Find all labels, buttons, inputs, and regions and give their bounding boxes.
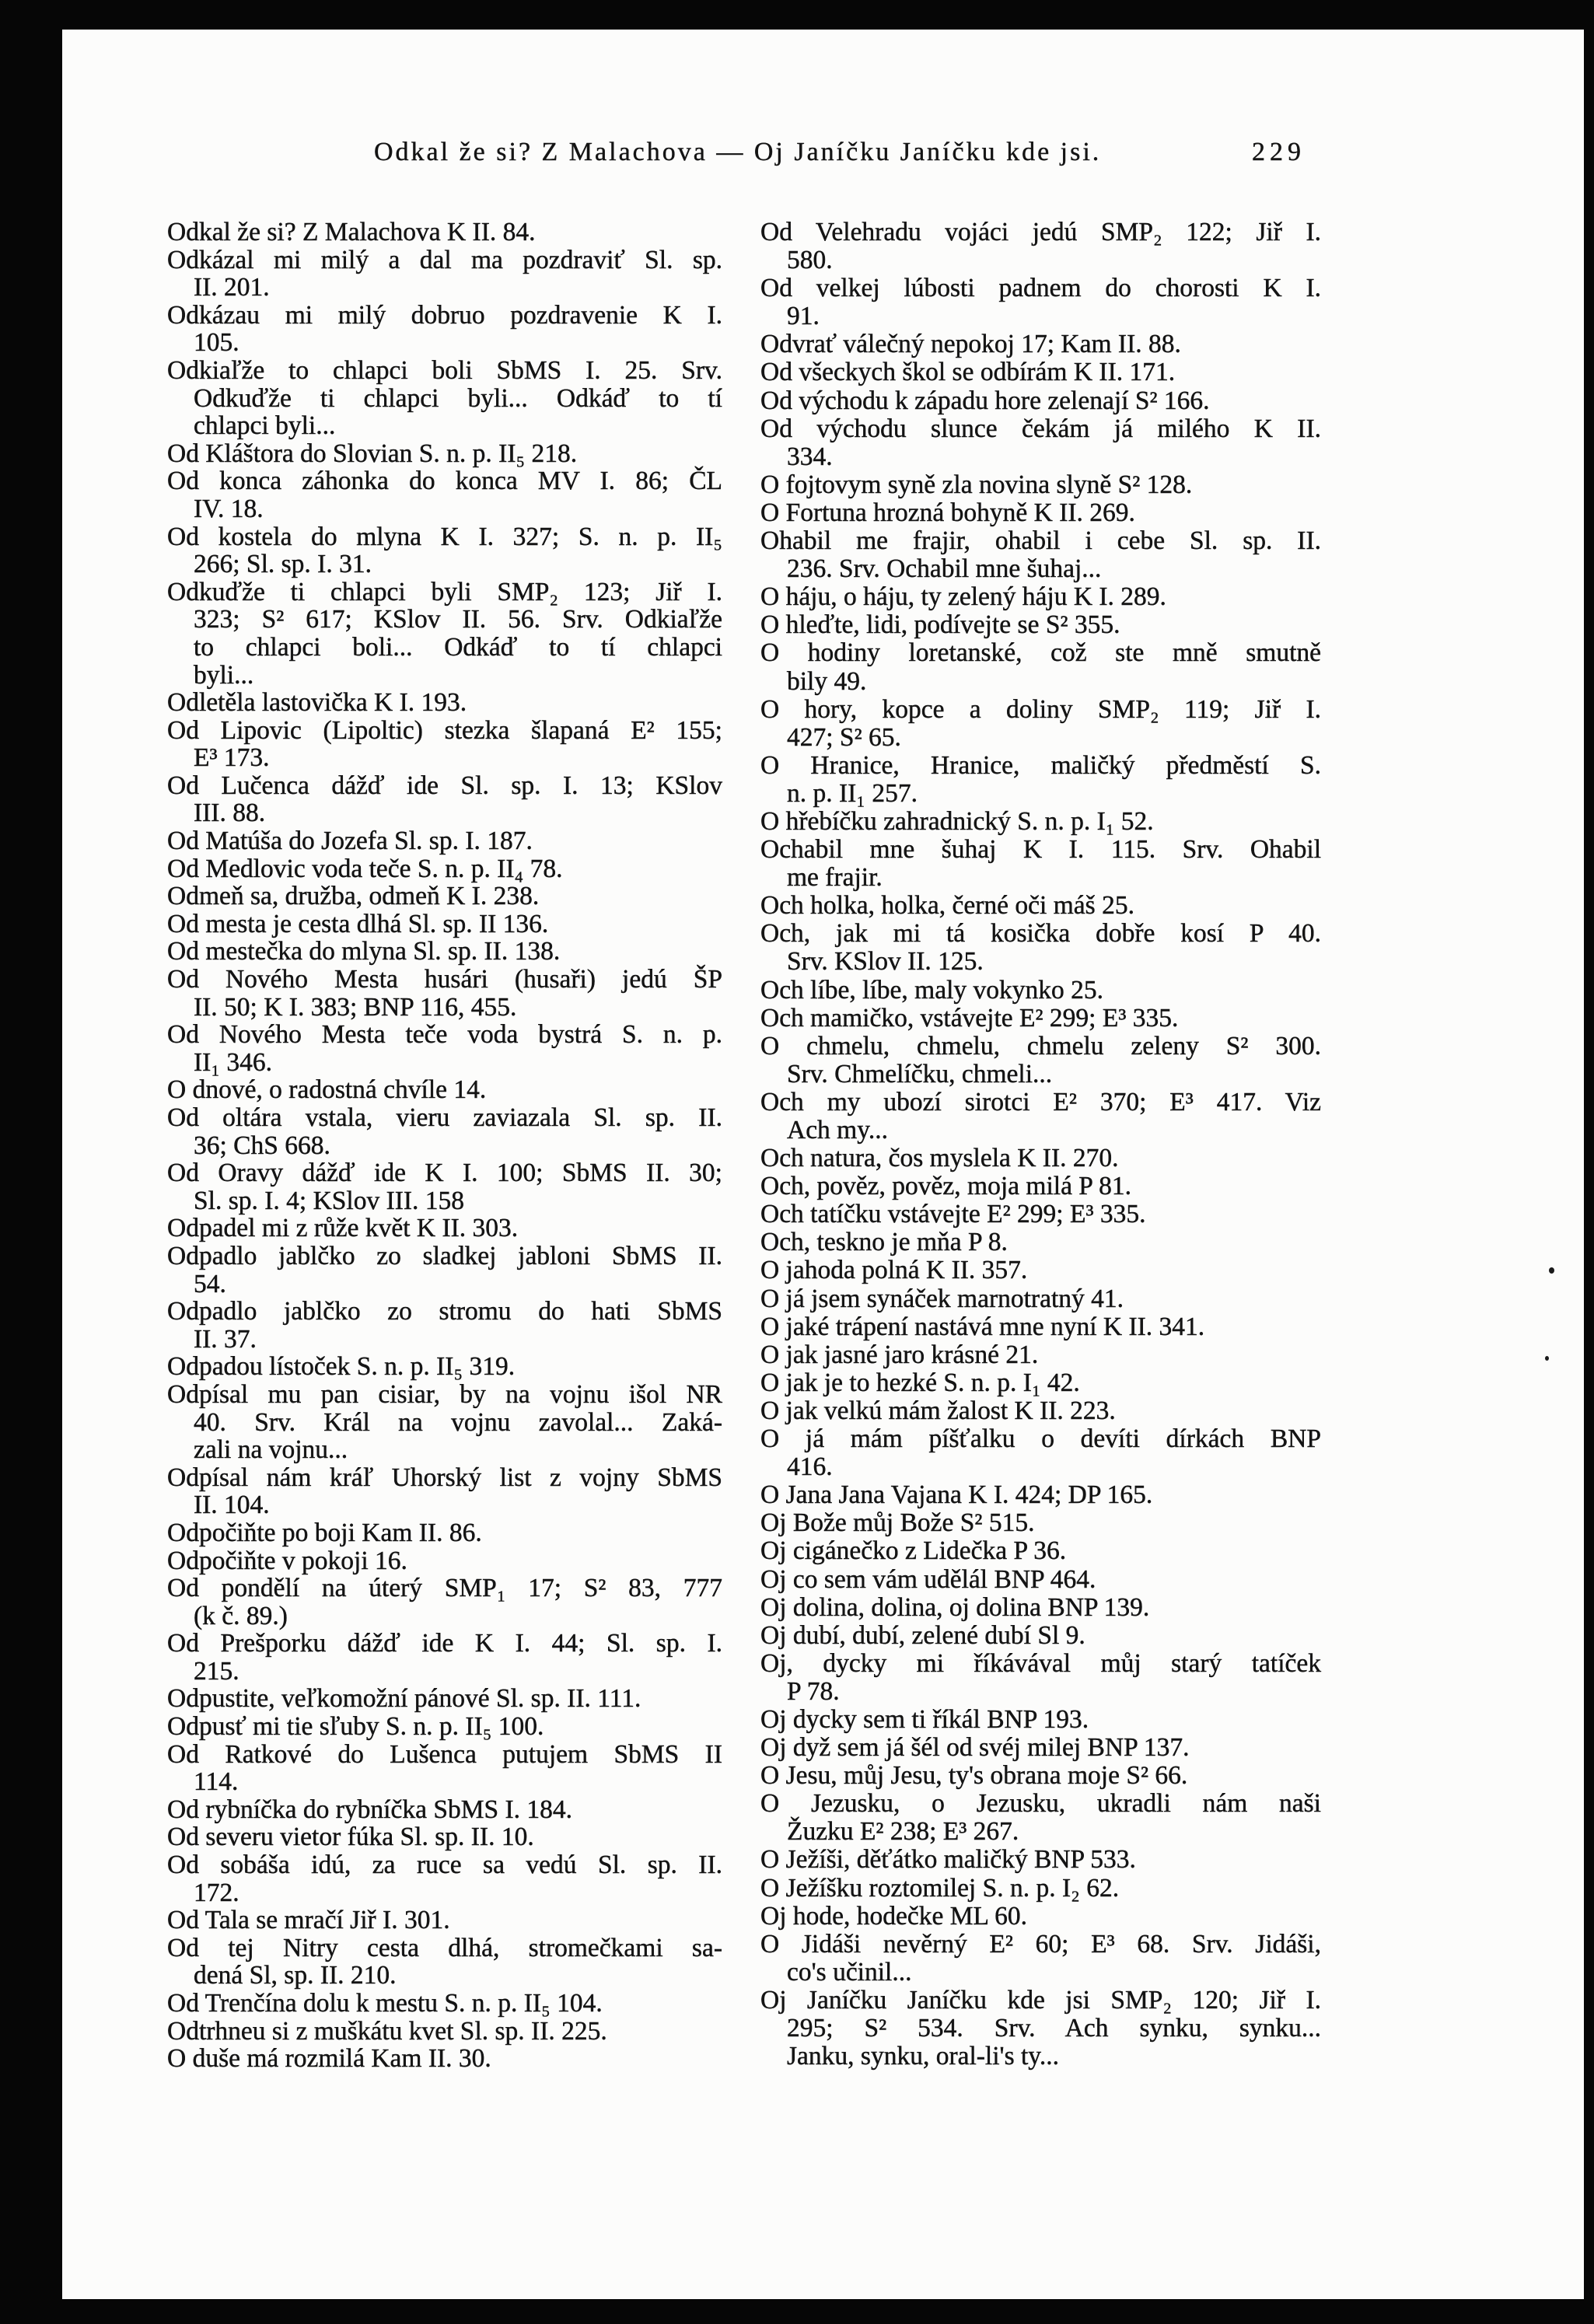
entry-title-line: Od Ratkové do Lušenca putujem SbMS II xyxy=(167,1739,722,1769)
index-entry xyxy=(760,1033,1321,1089)
entry-title-line: Och holka, holka, černé oči máš 25. xyxy=(760,891,1134,921)
index-entry xyxy=(760,583,1321,611)
entry-title-line: Od rybníčka do rybníčka SbMS I. 184. xyxy=(167,1795,573,1824)
index-entry xyxy=(760,611,1321,639)
entry-title-line: O hřebíčku zahradnický S. n. p. I₁ 52. xyxy=(760,806,1154,836)
entry-title-line: O duše má rozmilá Kam II. 30. xyxy=(167,2044,491,2074)
index-entry xyxy=(760,977,1321,1005)
entry-title-line: Odpusť mi tie sľuby S. n. p. II₅ 100. xyxy=(167,1712,544,1742)
entry-continuation-line: 54. xyxy=(194,1269,226,1298)
entry-title-line: O jak je to hezké S. n. p. I₁ 42. xyxy=(760,1368,1080,1397)
index-entry xyxy=(760,1762,1321,1790)
index-entry xyxy=(760,1846,1321,1874)
entry-title-line: O já jsem synáček marnotratný 41. xyxy=(760,1284,1124,1313)
index-entry xyxy=(760,218,1321,274)
index-entry xyxy=(760,1228,1321,1256)
index-entry xyxy=(760,920,1321,976)
left-column xyxy=(167,218,722,2073)
entry-title-line: Odvrať válečný nepokoj 17; Kam II. 88. xyxy=(760,330,1181,359)
entry-continuation-line: 215. xyxy=(194,1656,239,1686)
index-entry xyxy=(760,1509,1321,1537)
entry-continuation-line: 334. xyxy=(787,442,833,471)
entry-title-line: Od Trenčína dolu k mestu S. n. p. II₅ 104. xyxy=(167,1989,603,2018)
index-entry xyxy=(760,836,1321,892)
index-entry xyxy=(167,1519,722,1547)
index-entry xyxy=(167,2045,722,2073)
entry-continuation-line: 323; S² 617; KSlov II. 56. Srv. Odkiaľže xyxy=(194,605,722,634)
entry-continuation-line: (k č. 89.) xyxy=(194,1601,288,1630)
index-entry xyxy=(167,1353,722,1381)
entry-title-line: O hodiny loretanské, což ste mně smutně xyxy=(760,638,1321,668)
index-entry xyxy=(760,1089,1321,1145)
entry-continuation-line: 91. xyxy=(787,302,820,331)
index-entry xyxy=(167,302,722,357)
index-entry xyxy=(760,387,1321,415)
entry-continuation-line: n. p. II₁ 257. xyxy=(787,778,918,808)
entry-title-line: Oj dycky sem ti říkál BNP 193. xyxy=(760,1704,1089,1734)
entry-title-line: Odpadlo jablčko zo sladkej jabloni SbMS II. xyxy=(167,1241,722,1270)
entry-continuation-line: 427; S² 65. xyxy=(787,722,901,752)
entry-title-line: Od východu slunce čekám já milého K II. xyxy=(760,414,1321,443)
entry-continuation-line: Ach my... xyxy=(787,1116,888,1145)
entry-title-line: O Ježíšku roztomilej S. n. p. I₂ 62. xyxy=(760,1873,1120,1903)
index-entry xyxy=(760,1790,1321,1846)
entry-title-line: Odkiaľže to chlapci boli SbMS I. 25. Srv. xyxy=(167,355,722,385)
index-entry xyxy=(167,246,722,302)
index-entry xyxy=(167,1021,722,1076)
entry-title-line: O jaké trápení nastává mne nyní K II. 341. xyxy=(760,1312,1205,1341)
index-entry xyxy=(167,218,722,246)
entry-continuation-line: Srv. KSlov II. 125. xyxy=(787,947,984,977)
index-entry xyxy=(167,523,722,578)
entry-title-line: Oj dubí, dubí, zelené dubí Sl 9. xyxy=(760,1620,1085,1650)
entry-title-line: Odpočiňte po boji Kam II. 86. xyxy=(167,1518,482,1547)
index-entry xyxy=(167,1796,722,1824)
index-entry xyxy=(167,1464,722,1519)
entry-continuation-line: II₁ 346. xyxy=(194,1047,272,1077)
index-entry xyxy=(167,910,722,938)
entry-title-line: Och, pověz, pověz, moja milá P 81. xyxy=(760,1172,1131,1201)
entry-continuation-line: 105. xyxy=(194,328,239,358)
entry-title-line: O hleďte, lidi, podívejte se S² 355. xyxy=(760,610,1120,640)
entry-title-line: Od všeckych škol se odbírám K II. 171. xyxy=(760,358,1176,387)
entry-title-line: Och, jak mi tá kosička dobře kosí P 40. xyxy=(760,919,1321,949)
index-entry xyxy=(167,689,722,717)
index-entry xyxy=(760,1285,1321,1313)
entry-title-line: Odkázau mi milý dobruo pozdravenie K I. xyxy=(167,300,722,330)
index-entry xyxy=(167,1741,722,1796)
entry-title-line: Ohabil me frajir, ohabil i cebe Sl. sp. II. xyxy=(760,526,1321,556)
index-entry xyxy=(760,1706,1321,1734)
index-entry xyxy=(760,471,1321,499)
entry-continuation-line: to chlapci boli... Odkáď to tí chlapci xyxy=(194,632,722,662)
entry-continuation-line: co's učinil... xyxy=(787,1957,912,1987)
entry-title-line: Od Lučenca dážď ide Sl. sp. I. 13; KSlov xyxy=(167,771,722,800)
right-column xyxy=(760,218,1321,2071)
entry-continuation-line: Odkuďže ti chlapci byli... Odkáď to tí xyxy=(194,383,722,413)
index-entry xyxy=(760,892,1321,920)
entry-title-line: Od Tala se mračí Jiř I. 301. xyxy=(167,1906,450,1935)
entry-title-line: Oj hode, hodečke ML 60. xyxy=(760,1901,1027,1931)
index-entry xyxy=(167,1547,722,1575)
scan-speck xyxy=(1545,1356,1549,1361)
entry-continuation-line: Žuzku E² 238; E³ 267. xyxy=(787,1817,1019,1847)
entry-title-line: O chmelu, chmelu, chmelu zeleny S² 300. xyxy=(760,1031,1321,1061)
entry-title-line: O Hranice, Hranice, maličký předměstí S. xyxy=(760,750,1321,780)
index-entry xyxy=(760,696,1321,752)
entry-title-line: Od mestečka do mlyna Sl. sp. II. 138. xyxy=(167,937,561,966)
index-entry xyxy=(760,639,1321,695)
index-entry xyxy=(760,1005,1321,1033)
index-entry xyxy=(167,1713,722,1741)
entry-continuation-line: zali na vojnu... xyxy=(194,1435,348,1465)
index-entry xyxy=(167,467,722,522)
entry-title-line: Oj cigánečko z Lidečka P 36. xyxy=(760,1536,1067,1566)
index-entry xyxy=(167,1298,722,1353)
index-entry xyxy=(760,1341,1321,1369)
entry-title-line: Oj dyž sem já šél od svéj milej BNP 137. xyxy=(760,1733,1190,1763)
index-entry xyxy=(167,1242,722,1298)
index-entry xyxy=(760,499,1321,527)
entry-title-line: O Ježíši, děťátko maličký BNP 533. xyxy=(760,1845,1136,1875)
entry-title-line: O Jana Jana Vajana K I. 424; DP 165. xyxy=(760,1480,1153,1510)
entry-continuation-line: 40. Srv. Král na vojnu zavolal... Zaká- xyxy=(194,1407,722,1437)
entry-title-line: O jak jasné jaro krásné 21. xyxy=(760,1340,1039,1369)
entry-continuation-line: chlapci byli... xyxy=(194,411,336,441)
entry-title-line: Od mesta je cesta dlhá Sl. sp. II 136. xyxy=(167,909,549,938)
entry-title-line: O já mám píšťalku o devíti dírkách BNP xyxy=(760,1424,1321,1454)
index-entry xyxy=(760,1481,1321,1509)
entry-continuation-line: dená Sl, sp. II. 210. xyxy=(194,1961,397,1990)
index-entry xyxy=(760,1594,1321,1622)
index-entry xyxy=(760,1537,1321,1565)
index-entry xyxy=(760,1369,1321,1397)
entry-title-line: Od pondělí na úterý SMP₁ 17; S² 83, 777 xyxy=(167,1574,722,1603)
entry-title-line: Odpadlo jablčko zo stromu do hati SbMS xyxy=(167,1297,722,1326)
index-entry xyxy=(167,1076,722,1104)
entry-title-line: Od konca záhonka do konca MV I. 86; ČL xyxy=(167,467,722,496)
entry-title-line: Oj Janíčku Janíčku kde jsi SMP₂ 120; Jiř I. xyxy=(760,1985,1321,2015)
index-entry xyxy=(760,358,1321,386)
entry-title-line: Och mamičko, vstávejte E² 299; E³ 335. xyxy=(760,1003,1179,1033)
entry-title-line: O Fortuna hrozná bohyně K II. 269. xyxy=(760,498,1135,527)
page-number: 229 xyxy=(1252,138,1306,166)
entry-title-line: Od Velehradu vojáci jedú SMP₂ 122; Jiř I. xyxy=(760,218,1321,246)
index-entry xyxy=(167,2018,722,2046)
entry-title-line: Odmeň sa, družba, odmeň K I. 238. xyxy=(167,882,540,911)
index-entry xyxy=(167,1851,722,1906)
index-entry xyxy=(760,1931,1321,1987)
entry-title-line: Odpísal nám kráľ Uhorský list z vojny SbMS xyxy=(167,1463,722,1492)
index-entry xyxy=(760,1256,1321,1284)
index-entry xyxy=(167,966,722,1021)
entry-continuation-line: 172. xyxy=(194,1878,239,1907)
entry-continuation-line: IV. 18. xyxy=(194,494,264,523)
index-entry xyxy=(167,1159,722,1214)
entry-title-line: Odpustite, veľkomožní pánové Sl. sp. II. 111. xyxy=(167,1684,641,1714)
entry-title-line: Och, teskno je mňa P 8. xyxy=(760,1228,1008,1257)
entry-title-line: Od kostela do mlyna K I. 327; S. n. p. II₅ xyxy=(167,522,722,551)
index-entry xyxy=(167,1906,722,1934)
entry-continuation-line: 36; ChS 668. xyxy=(194,1131,330,1160)
index-entry xyxy=(167,1104,722,1159)
index-entry xyxy=(167,717,722,772)
entry-title-line: O jak velkú mám žalost K II. 223. xyxy=(760,1396,1116,1425)
entry-continuation-line: E³ 173. xyxy=(194,743,270,773)
index-entry xyxy=(760,1172,1321,1200)
index-entry xyxy=(167,772,722,827)
entry-title-line: Oj dolina, dolina, oj dolina BNP 139. xyxy=(760,1592,1150,1622)
entry-title-line: O Jesu, můj Jesu, ty's obrana moje S² 66. xyxy=(760,1761,1188,1791)
index-entry xyxy=(760,1425,1321,1481)
entry-continuation-line: II. 37. xyxy=(194,1324,257,1354)
entry-title-line: Odtrhneu si z muškátu kvet Sl. sp. II. 225. xyxy=(167,2016,607,2046)
index-entry xyxy=(167,1214,722,1242)
entry-continuation-line: Janku, synku, oral-li's ty... xyxy=(787,2042,1059,2071)
running-head: Odkal že si? Z Malachova — Oj Janíčku Janíčku kde jsi. xyxy=(374,138,1102,166)
entry-title-line: Oj co sem vám udělál BNP 464. xyxy=(760,1564,1096,1594)
entry-title-line: Och natura, čos myslela K II. 270. xyxy=(760,1144,1119,1173)
entry-title-line: Och líbe, líbe, maly vokynko 25. xyxy=(760,975,1104,1005)
index-entry xyxy=(167,1381,722,1464)
entry-title-line: Od oltára vstala, vieru zaviazala Sl. sp. II. xyxy=(167,1103,722,1132)
index-entry xyxy=(760,1200,1321,1228)
index-entry xyxy=(167,1934,722,1990)
entry-title-line: Od Prešporku dážď ide K I. 44; Sl. sp. I. xyxy=(167,1629,722,1658)
index-entry xyxy=(760,1734,1321,1762)
index-entry xyxy=(167,855,722,883)
index-entry xyxy=(760,752,1321,808)
entry-continuation-line: 295; S² 534. Srv. Ach synku, synku... xyxy=(787,2014,1321,2043)
entry-title-line: O háju, o háju, ty zelený háju K I. 289. xyxy=(760,582,1166,612)
entry-title-line: Odpadou lístoček S. n. p. II₅ 319. xyxy=(167,1352,516,1382)
entry-title-line: Od východu k západu hore zelenají S² 166. xyxy=(760,386,1210,415)
entry-title-line: Odpadel mi z růže květ K II. 303. xyxy=(167,1214,519,1243)
entry-title-line: O dnové, o radostná chvíle 14. xyxy=(167,1075,487,1105)
index-entry xyxy=(760,1987,1321,2071)
entry-title-line: Od Kláštora do Slovian S. n. p. II₅ 218. xyxy=(167,439,578,468)
entry-continuation-line: P 78. xyxy=(787,1676,840,1706)
index-entry xyxy=(167,1823,722,1851)
entry-continuation-line: bily 49. xyxy=(787,666,867,696)
entry-continuation-line: 266; Sl. sp. I. 31. xyxy=(194,550,372,579)
entry-continuation-line: 580. xyxy=(787,246,833,275)
entry-continuation-line: II. 201. xyxy=(194,273,270,302)
entry-title-line: Od Oravy dážď ide K I. 100; SbMS II. 30; xyxy=(167,1159,722,1188)
entry-title-line: Odkal že si? Z Malachova K II. 84. xyxy=(167,218,536,246)
index-entry xyxy=(760,1397,1321,1425)
entry-title-line: Och my ubozí sirotci E² 370; E³ 417. Viz xyxy=(760,1087,1321,1117)
index-entry xyxy=(167,1574,722,1630)
entry-title-line: Oj, dycky mi říkávával můj starý tatíček xyxy=(760,1648,1321,1678)
entry-title-line: Odkuďže ti chlapci byli SMP₂ 123; Jiř I. xyxy=(167,577,722,606)
index-entry xyxy=(167,578,722,689)
entry-title-line: Od velkej lúbosti padnem do chorosti K I. xyxy=(760,274,1321,303)
entry-title-line: Och tatíčku vstávejte E² 299; E³ 335. xyxy=(760,1200,1146,1229)
index-entry xyxy=(167,1990,722,2018)
index-entry xyxy=(167,1685,722,1713)
index-entry xyxy=(760,274,1321,330)
entry-title-line: Oj Bože můj Bože S² 515. xyxy=(760,1508,1035,1538)
entry-continuation-line: Srv. Chmelíčku, chmeli... xyxy=(787,1059,1053,1089)
entry-title-line: Od tej Nitry cesta dlhá, stromečkami sa- xyxy=(167,1933,722,1962)
index-entry xyxy=(167,1630,722,1685)
index-entry xyxy=(167,882,722,910)
entry-title-line: Ochabil mne šuhaj K I. 115. Srv. Ohabil xyxy=(760,835,1321,865)
index-entry xyxy=(760,415,1321,471)
entry-title-line: Odkázal mi milý a dal ma pozdraviť Sl. sp. xyxy=(167,245,722,274)
index-entry xyxy=(167,938,722,966)
entry-title-line: Od severu vietor fúka Sl. sp. II. 10. xyxy=(167,1823,534,1852)
index-entry xyxy=(167,827,722,855)
index-entry xyxy=(760,1650,1321,1706)
entry-title-line: Odpočiňte v pokoji 16. xyxy=(167,1546,407,1575)
entry-continuation-line: 416. xyxy=(787,1452,833,1482)
entry-title-line: O Jezusku, o Jezusku, ukradli nám naši xyxy=(760,1789,1321,1819)
entry-title-line: Od Nového Mesta husári (husaři) jedú ŠP xyxy=(167,965,722,994)
entry-title-line: Odletěla lastovička K I. 193. xyxy=(167,688,467,718)
entry-title-line: Od Matúša do Jozefa Sl. sp. I. 187. xyxy=(167,827,533,856)
index-entry xyxy=(167,440,722,468)
index-entry xyxy=(760,1566,1321,1594)
scan-speck xyxy=(1549,1267,1554,1274)
entry-continuation-line: Sl. sp. I. 4; KSlov III. 158 xyxy=(194,1186,465,1215)
index-entry xyxy=(760,527,1321,583)
entry-continuation-line: 114. xyxy=(194,1767,239,1797)
index-entry xyxy=(760,808,1321,836)
entry-title-line: Odpísal mu pan cisiar, by na vojnu išol NR xyxy=(167,1379,722,1409)
entry-continuation-line: 236. Srv. Ochabil mne šuhaj... xyxy=(787,554,1102,584)
entry-continuation-line: byli... xyxy=(194,660,254,690)
index-entry xyxy=(167,357,722,440)
index-entry xyxy=(760,1313,1321,1341)
entry-title-line: Od Nového Mesta teče voda bystrá S. n. p. xyxy=(167,1020,722,1050)
entry-continuation-line: III. 88. xyxy=(194,799,266,828)
index-entry xyxy=(760,1622,1321,1650)
index-entry xyxy=(760,1903,1321,1931)
entry-title-line: Od sobáša idú, za ruce sa vedú Sl. sp. II. xyxy=(167,1850,722,1880)
index-entry xyxy=(760,1145,1321,1172)
entry-title-line: O fojtovym syně zla novina slyně S² 128. xyxy=(760,470,1193,499)
entry-title-line: O hory, kopce a doliny SMP₂ 119; Jiř I. xyxy=(760,694,1321,724)
entry-continuation-line: me frajir. xyxy=(787,863,883,893)
entry-title-line: Od Medlovic voda teče S. n. p. II₄ 78. xyxy=(167,854,563,883)
entry-title-line: O Jidáši nevěrný E² 60; E³ 68. Srv. Jidáši, xyxy=(760,1929,1321,1959)
entry-continuation-line: II. 50; K I. 383; BNP 116, 455. xyxy=(194,992,517,1022)
index-entry xyxy=(760,1875,1321,1903)
index-entry xyxy=(760,330,1321,358)
entry-title-line: O jahoda polná K II. 357. xyxy=(760,1256,1028,1285)
entry-continuation-line: II. 104. xyxy=(194,1491,270,1520)
entry-title-line: Od Lipovic (Lipoltic) stezka šlapaná E² 155; xyxy=(167,715,722,745)
